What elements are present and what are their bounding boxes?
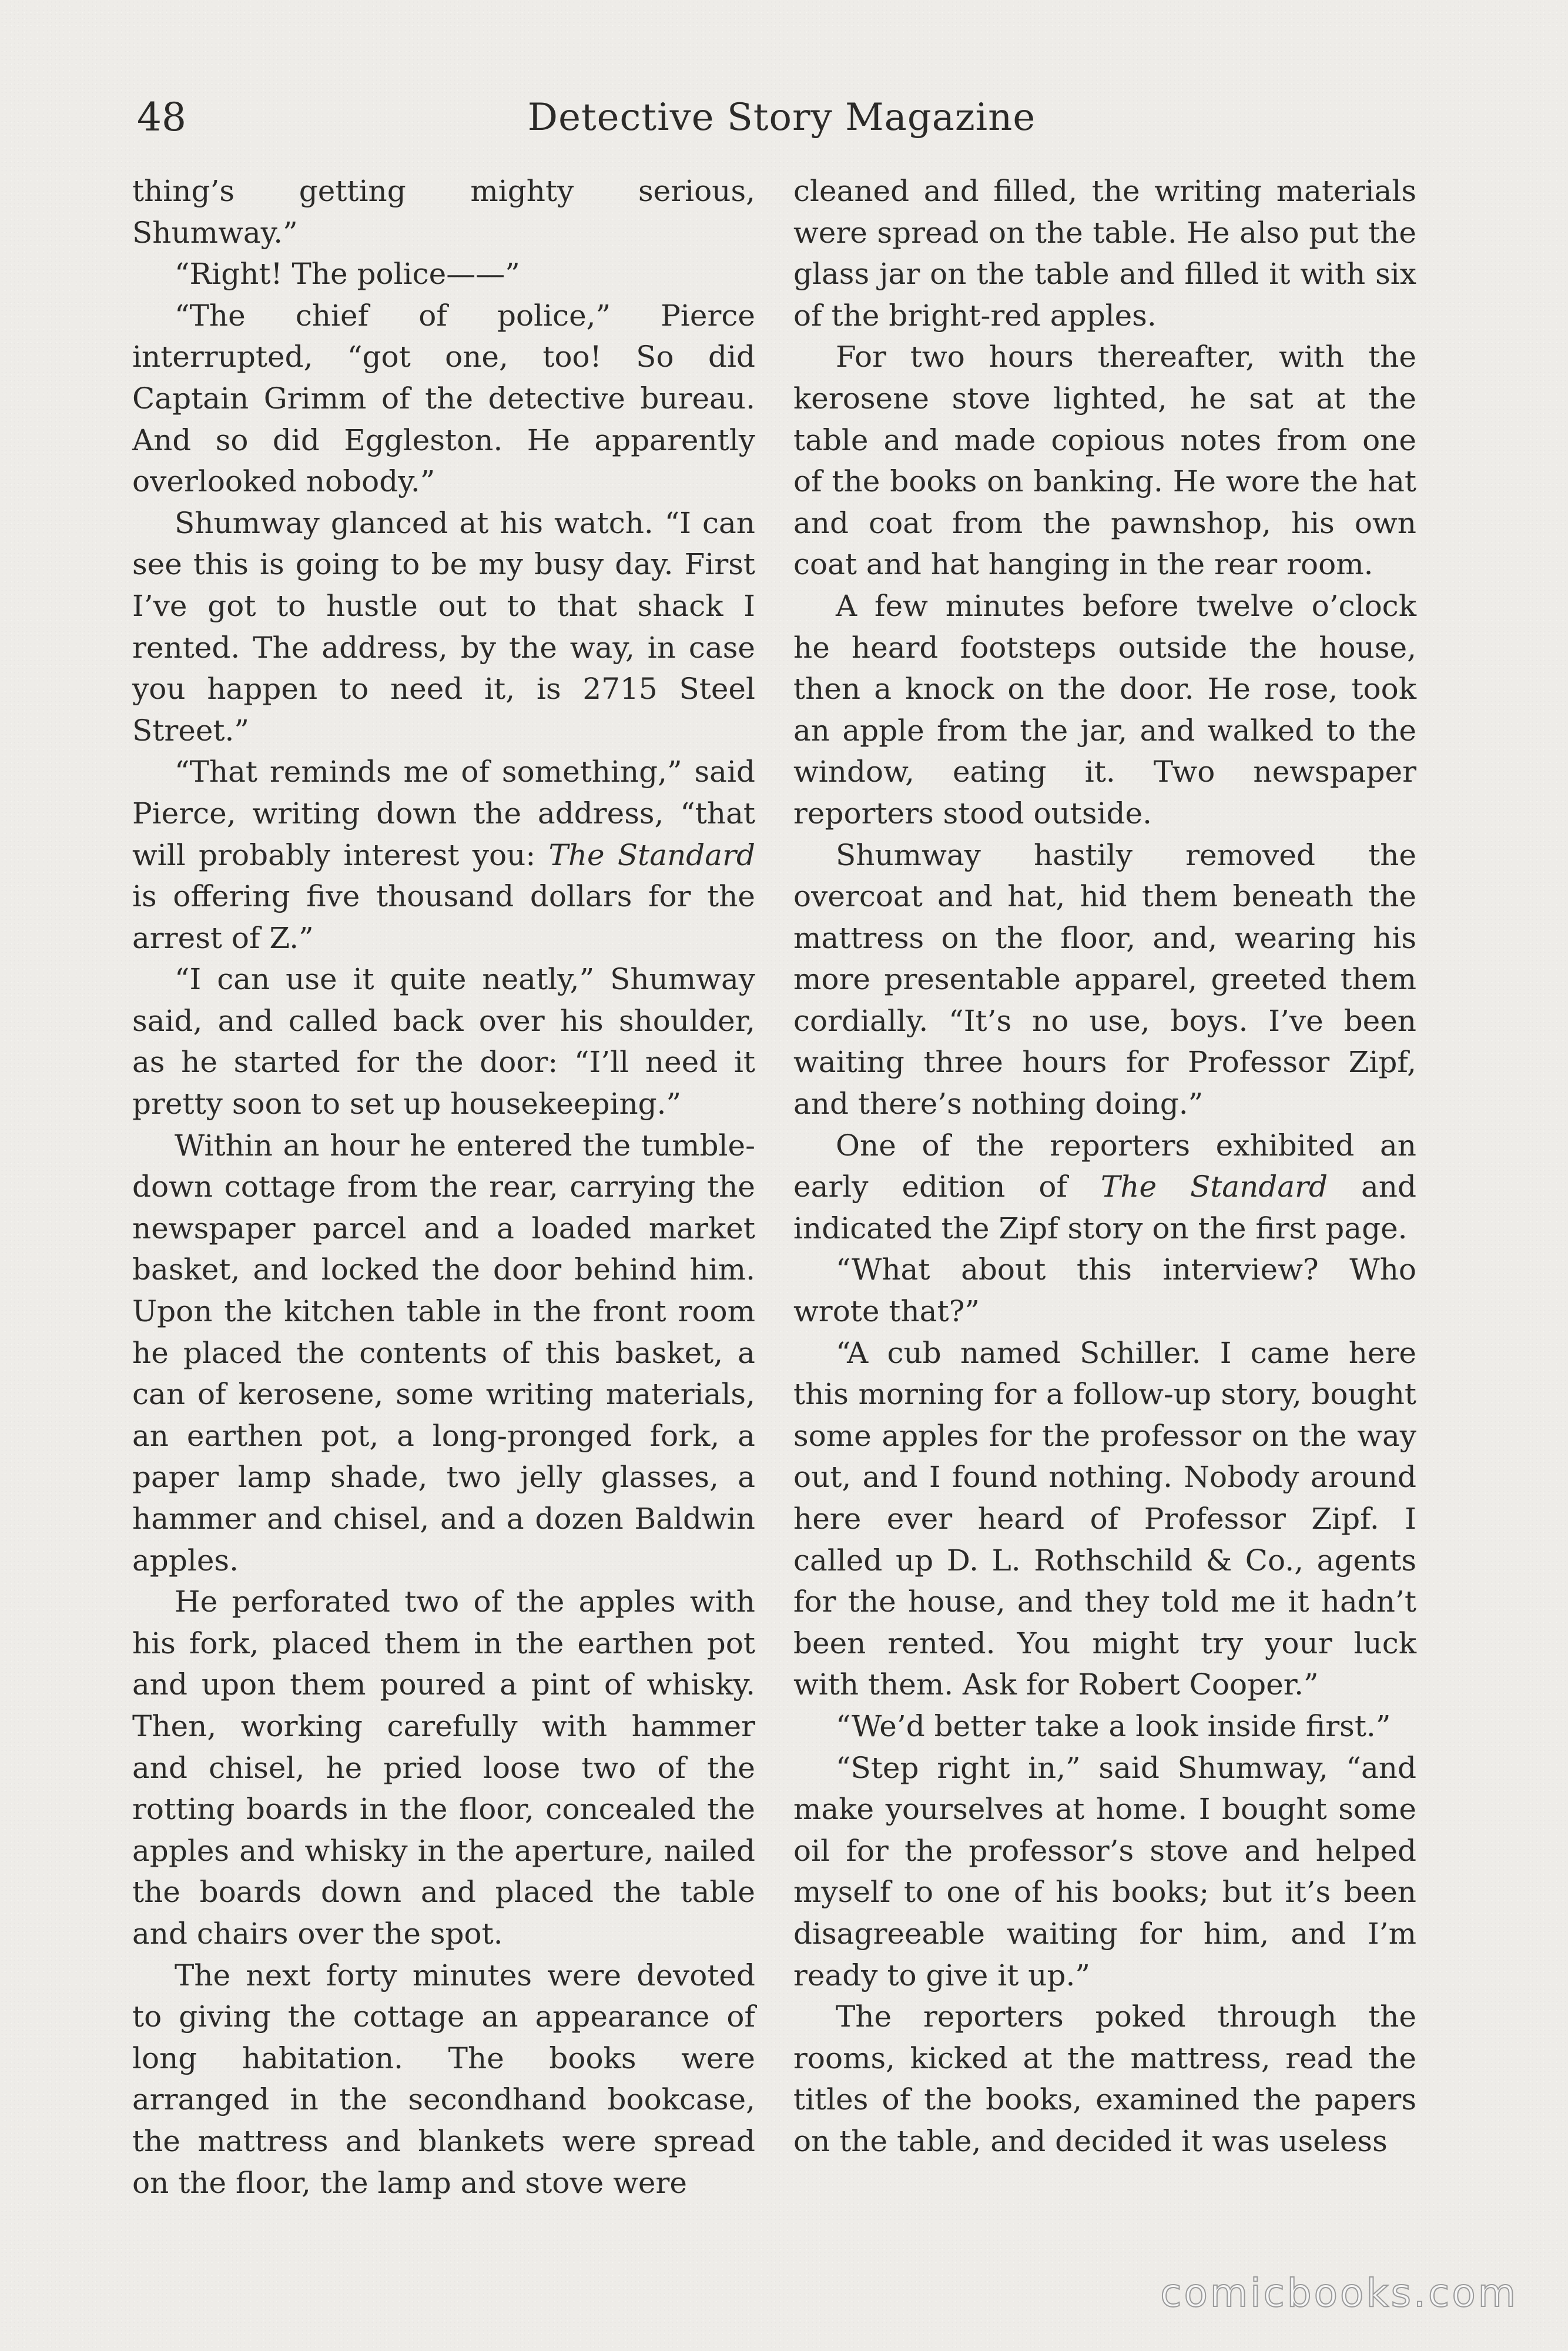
newspaper-title: The Standard [548,838,756,872]
text-run: “That reminds me of something,” said Pierce, writing down the address, “that will probably interest you: [132,755,755,872]
body-text [132,170,1416,2263]
text-run: One of the reporters exhibited an early edition of [793,1128,1416,1204]
paragraph: “Right! The police——” [175,257,520,292]
paragraph: A few minutes before twelve o’clock he heard footsteps outside the house, then a knock on the door. He rose, took an apple from the jar, and walked to the window, eating it. Two newspaper reporters stood outside. [793,588,1416,830]
running-title: Detective Story Magazine [527,96,1036,139]
paragraph: “A cub named Schiller. I came here this morning for a follow-up story, bought some apples for the professor on the way out, and I found nothing. Nobody around here ever heard of Professor Zipf. I called up D. L. Rothschild & Co., agents for the house, and they told me it hadn’t been rented. You might try your luck with them. Ask for Robert Cooper.” [793,1335,1416,1702]
page-number: 48 [137,95,186,140]
paragraph: Within an hour he entered the tumble-down cottage from the rear, carrying the newspaper parcel and a loaded market basket, and locked the door behind him. Upon the kitchen table in the front room he placed the contents of this basket, a can of kerosene, some writing materials, an earthen pot, a long-pronged fork, a paper lamp shade, two jelly glasses, a hammer and chisel, and a dozen Baldwin apples. [132,1128,755,1578]
left-column [132,170,755,2203]
newspaper-title: The Standard [1100,1170,1328,1204]
paragraph: “What about this interview? Who wrote that?” [793,1252,1416,1329]
paragraph: “I can use it quite neatly,” Shumway said, and called back over his shoulder, as he started for the door: “I’ll need it pretty soon to set up housekeeping.” [132,962,755,1121]
text-run: and indicated the Zipf story on the first page. [793,1170,1416,1245]
paragraph: Shumway hastily removed the overcoat and hat, hid them beneath the mattress on the floor, and, wearing his more presentable apparel, greeted them cordially. “It’s no use, boys. I’ve been waiting three hours for Professor Zipf, and there’s nothing doing.” [793,838,1416,1121]
running-header [126,88,1437,147]
paragraph: “Step right in,” said Shumway, “and make yourselves at home. I bought some oil for the professor’s stove and helped myself to one of his books; but it’s been disagreeable waiting for him, and I’m ready to give it up.” [793,1750,1416,1992]
paragraph [793,1125,1416,1250]
paragraph: thing’s getting mighty serious, Shumway.” [132,174,755,250]
paragraph: The reporters poked through the rooms, kicked at the mattress, read the titles of the books, examined the papers on the table, and decided it was useless [793,2000,1416,2158]
paragraph [132,751,755,959]
paragraph: “The chief of police,” Pierce interrupted, “got one, too! So did Captain Grimm of the detective bureau. And so did Eggleston. He apparently overlooked nobody.” [132,298,755,499]
paragraph: He perforated two of the apples with his fork, placed them in the earthen pot and upon them poured a pint of whisky. Then, working carefully with hammer and chisel, he pried loose two of the rotting boards in the floor, concealed the apples and whisky in the aperture, nailed the boards down and placed the table and chairs over the spot. [132,1585,755,1951]
paragraph: Shumway glanced at his watch. “I can see this is going to be my busy day. First I’ve got to hustle out to that shack I rented. The address, by the way, in case you happen to need it, is 2715 Steel Street.” [132,505,755,748]
watermark: comicbooks.com [1160,2270,1518,2316]
text-run: is offering five thousand dollars for the arrest of Z.” [132,879,755,955]
paragraph: “We’d better take a look inside first.” [836,1709,1391,1743]
paragraph: The next forty minutes were devoted to giving the cottage an appearance of long habitation. The books were arranged in the secondhand bookcase, the mattress and blankets were spread on the floor, the lamp and stove were [132,1958,755,2200]
paragraph: cleaned and filled, the writing materials were spread on the table. He also put the glass jar on the table and filled it with six of the bright-red apples. [793,174,1416,333]
paragraph: For two hours thereafter, with the kerosene stove lighted, he sat at the table and made copious notes from one of the books on banking. He wore the hat and coat from the pawnshop, his own coat and hat hanging in the rear room. [793,340,1416,582]
right-column [793,170,1416,2162]
